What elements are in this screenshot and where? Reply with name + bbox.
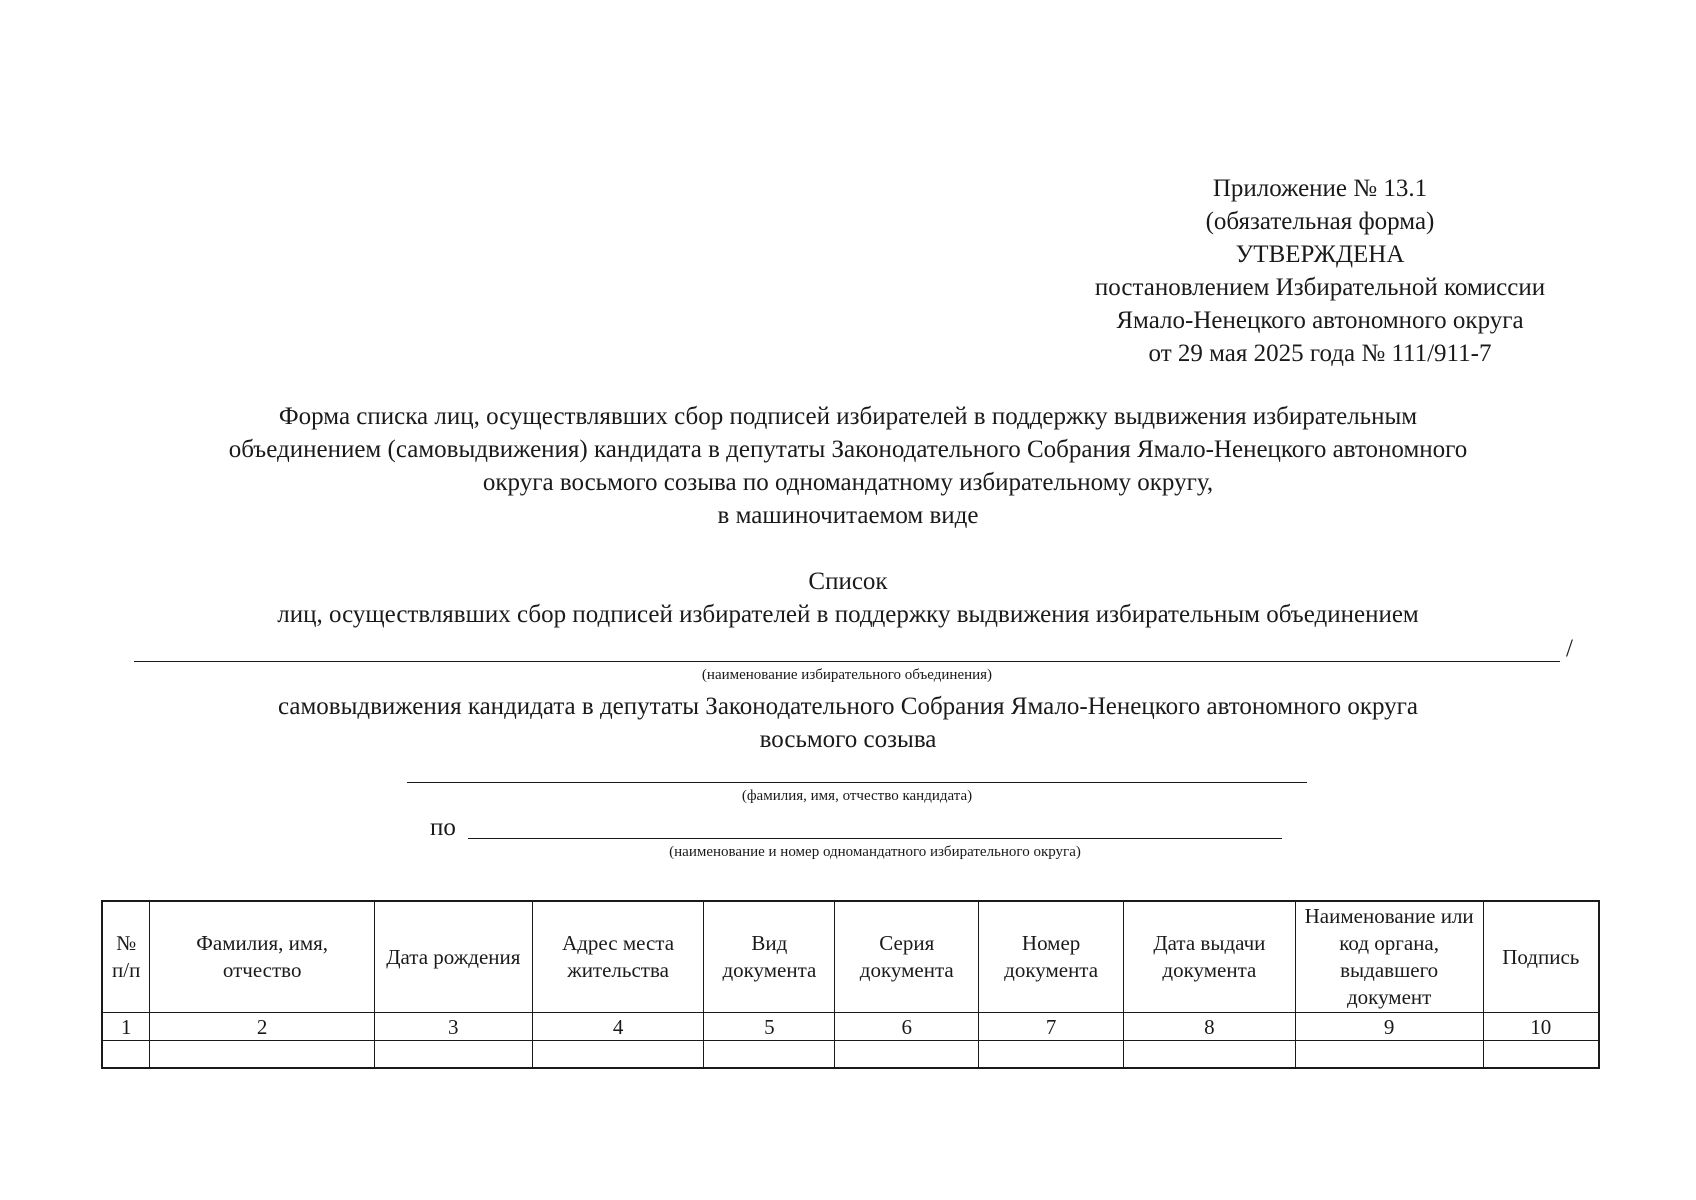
header-cell-number: № п/п (102, 901, 150, 1013)
header-cell-birth-date: Дата рождения (374, 901, 532, 1013)
list-title: Список (808, 568, 888, 595)
empty-cell[interactable] (704, 1041, 835, 1069)
association-caption: (наименование избирательного объединения) (701, 667, 993, 683)
column-number-cell: 2 (150, 1013, 375, 1041)
column-number-cell: 1 (102, 1013, 150, 1041)
column-number-cell: 4 (532, 1013, 704, 1041)
district-name-line[interactable] (468, 838, 1282, 839)
form-title-line-4: в машиночитаемом виде (717, 502, 979, 529)
form-title-line-1: Форма списка лиц, осуществлявших сбор подписей избирателей в поддержку выдвижения избирательным (278, 403, 1418, 430)
empty-cell[interactable] (150, 1041, 375, 1069)
slash-separator: / (1566, 635, 1573, 662)
appendix-approved: УТВЕРЖДЕНА (1235, 241, 1405, 268)
collectors-table (101, 900, 1600, 1069)
header-cell-full-name: Фамилия, имя, отчество (150, 901, 375, 1013)
column-number-cell: 7 (979, 1013, 1124, 1041)
header-cell-document-type: Вид документа (704, 901, 835, 1013)
appendix-date-line: от 29 мая 2025 года № 111/911-7 (1148, 340, 1492, 367)
column-number-cell: 3 (374, 1013, 532, 1041)
form-title-line-2: объединением (самовыдвижения) кандидата в депутаты Законодательного Собрания Ямало-Ненецкого автономного (228, 436, 1468, 463)
header-cell-address: Адрес места жительства (532, 901, 704, 1013)
empty-cell[interactable] (102, 1041, 150, 1069)
district-caption: (наименование и номер одномандатного избирательного округа) (669, 844, 1081, 860)
appendix-by-line-1: постановлением Избирательной комиссии (1094, 274, 1546, 301)
empty-cell[interactable] (979, 1041, 1124, 1069)
list-subtitle: лиц, осуществлявших сбор подписей избирателей в поддержку выдвижения избирательным объединением (277, 601, 1419, 628)
appendix-block (1040, 172, 1600, 370)
candidate-name-line[interactable] (407, 782, 1307, 783)
table-header-row (102, 901, 1599, 1013)
empty-cell[interactable] (374, 1041, 532, 1069)
header-cell-document-number: Номер документа (979, 901, 1124, 1013)
self-nomination-line-2: восьмого созыва (759, 726, 937, 753)
empty-cell[interactable] (1295, 1041, 1483, 1069)
header-cell-document-series: Серия документа (835, 901, 979, 1013)
appendix-number: Приложение № 13.1 (1212, 175, 1428, 202)
form-title (100, 400, 1596, 532)
form-title-line-3: округа восьмого созыва по одномандатному избирательному округу, (482, 469, 1214, 496)
empty-cell[interactable] (1483, 1041, 1599, 1069)
header-cell-issuing-authority: Наименование или код органа, выдавшего документ (1295, 901, 1483, 1013)
column-number-cell: 10 (1483, 1013, 1599, 1041)
empty-cell[interactable] (532, 1041, 704, 1069)
self-nomination-line-1: самовыдвижения кандидата в депутаты Законодательного Собрания Ямало-Ненецкого автономного округа (277, 693, 1419, 720)
appendix-form-type: (обязательная форма) (1205, 208, 1435, 235)
appendix-by-line-2: Ямало-Ненецкого автономного округа (1116, 307, 1524, 334)
column-number-row (102, 1013, 1599, 1041)
empty-cell[interactable] (835, 1041, 979, 1069)
column-number-cell: 8 (1124, 1013, 1296, 1041)
header-cell-signature: Подпись (1483, 901, 1599, 1013)
column-number-cell: 6 (835, 1013, 979, 1041)
table-row (102, 1041, 1599, 1069)
column-number-cell: 5 (704, 1013, 835, 1041)
header-cell-issue-date: Дата выдачи документа (1124, 901, 1296, 1013)
list-heading (100, 565, 1596, 631)
candidate-caption: (фамилия, имя, отчество кандидата) (741, 788, 973, 804)
column-number-cell: 9 (1295, 1013, 1483, 1041)
self-nomination-text (100, 690, 1596, 756)
association-name-line[interactable] (134, 661, 1560, 662)
empty-cell[interactable] (1124, 1041, 1296, 1069)
district-prefix: по (430, 814, 456, 841)
